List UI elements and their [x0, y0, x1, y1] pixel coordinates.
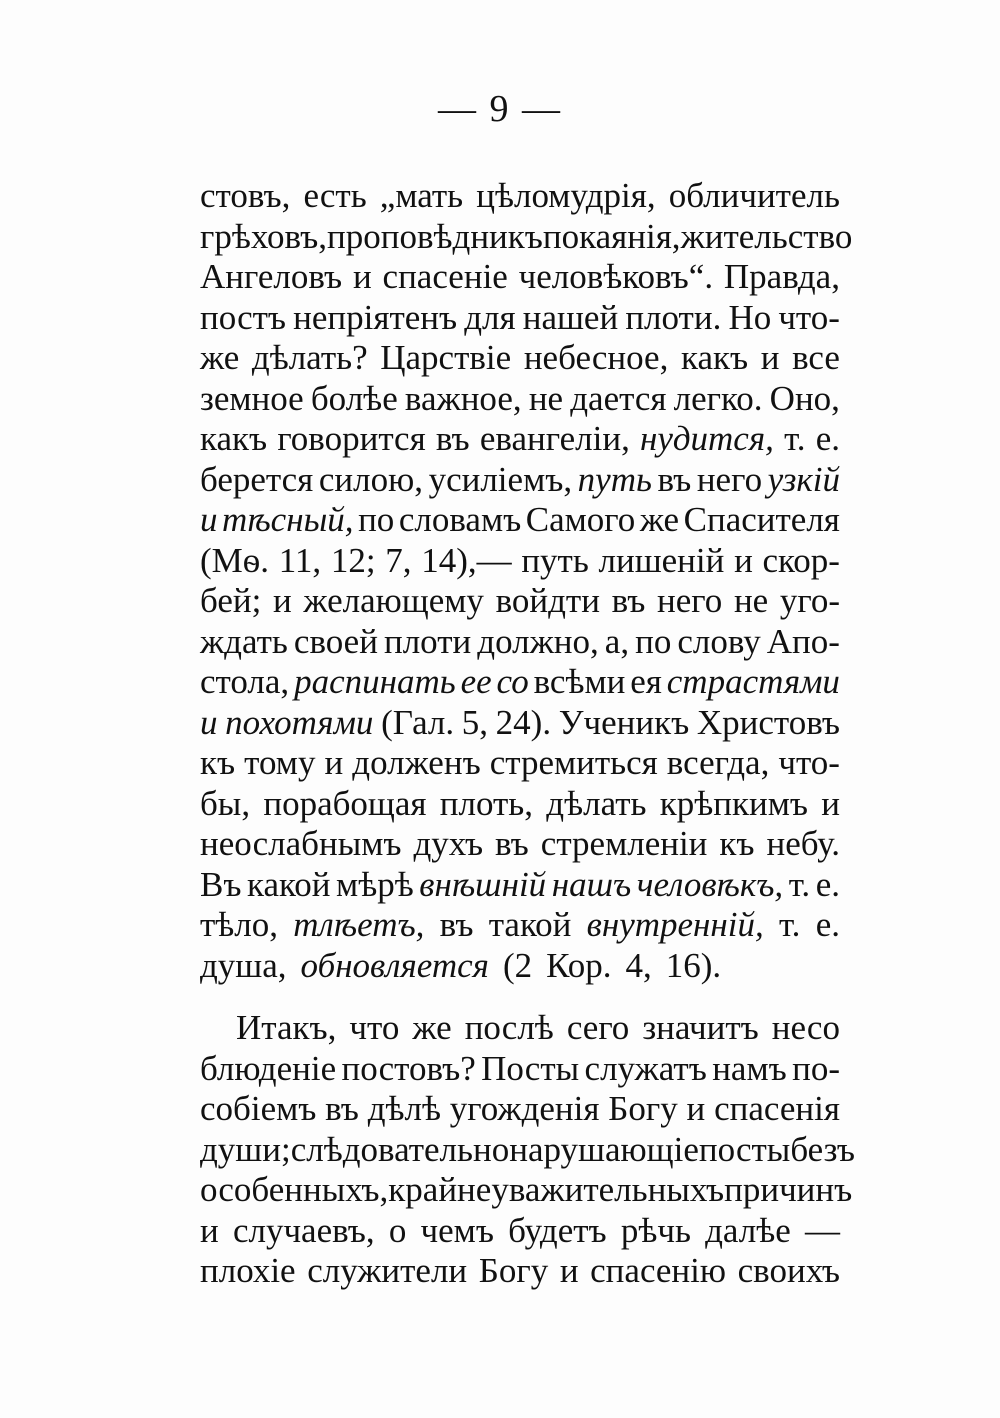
word: плоть, [439, 783, 534, 823]
text-line [200, 500, 840, 541]
italic-word: узкій [767, 459, 840, 499]
word: войдти [495, 581, 600, 620]
word: Правда, [723, 257, 840, 296]
word: стовъ, [200, 176, 291, 215]
word: безъ [790, 1129, 855, 1169]
word: что- [778, 297, 840, 337]
word: и [324, 743, 344, 782]
word: словамъ [398, 500, 522, 539]
word: всѣми [533, 662, 626, 701]
word: бей; [200, 581, 262, 620]
word: и [273, 581, 292, 620]
word: 7, [385, 540, 412, 580]
word: сего [566, 1008, 630, 1047]
word: служители [307, 1251, 468, 1290]
word: е. [815, 419, 840, 458]
word: крайне [388, 1170, 492, 1209]
word: Христовъ [696, 702, 840, 742]
word: своихъ [737, 1251, 840, 1290]
word: т. [788, 864, 811, 904]
word: Посты [481, 1048, 580, 1088]
word: своей [293, 621, 378, 661]
italic-word: со [496, 662, 529, 701]
italic-word: внѣшній [419, 864, 547, 904]
word: 5, [461, 702, 489, 742]
word: Ученикъ [558, 702, 690, 742]
word: несо [771, 1008, 840, 1047]
text-line [200, 298, 840, 339]
word: блюденіе [200, 1048, 337, 1088]
word: силою, [318, 459, 423, 499]
word: далѣе [705, 1210, 791, 1250]
word: по- [792, 1048, 840, 1088]
word: Кор. [546, 945, 612, 985]
word: легко. [673, 378, 763, 418]
word: дается [570, 378, 667, 418]
word: покаянія, [542, 216, 681, 256]
word: слову [677, 621, 761, 661]
word: а, [604, 621, 630, 661]
word: душа, [200, 945, 287, 985]
italic-word: обновляется [300, 945, 489, 985]
word: Самого [525, 500, 636, 539]
word: причинъ [724, 1170, 853, 1209]
word: долженъ [352, 743, 481, 782]
italic-word: путь [577, 459, 652, 499]
word: важное, [404, 378, 522, 418]
word: жительство [680, 216, 853, 256]
word: проповѣдникъ [327, 216, 543, 256]
word: послѣ [464, 1008, 554, 1047]
word: значитъ [642, 1008, 759, 1047]
word: посты [698, 1129, 791, 1169]
text-line [200, 379, 840, 420]
word: нарушающіе [509, 1129, 699, 1169]
body-text [200, 176, 855, 1292]
word: нашей [522, 297, 619, 337]
word: что [349, 1008, 400, 1047]
word: неослабнымъ [200, 824, 402, 863]
text-line [200, 824, 840, 865]
italic-word: нашъ [551, 864, 632, 904]
word: него [696, 459, 763, 499]
word: (Мѳ. [200, 540, 270, 580]
word: будетъ [508, 1210, 607, 1250]
word: о [388, 1210, 407, 1250]
word: постовъ? [341, 1048, 476, 1088]
word: ея [630, 662, 662, 701]
word: бы, [200, 783, 251, 823]
word: Оно, [769, 378, 840, 418]
word: и [559, 1251, 579, 1290]
word: Въ [200, 864, 242, 904]
word: души; [200, 1129, 291, 1169]
word: порабощая [263, 783, 427, 823]
word: 12; [330, 540, 376, 580]
text-line [200, 1170, 853, 1211]
text-line [200, 1211, 840, 1252]
word: Богу [478, 1251, 549, 1290]
word: „мать [379, 176, 464, 215]
word: и [352, 257, 372, 296]
text-line [200, 905, 840, 946]
text-line [200, 541, 840, 582]
text-line [200, 703, 840, 744]
word: лишеній [598, 540, 725, 580]
italic-word: и [200, 702, 218, 742]
word: земное [200, 378, 304, 418]
word: 14),— [421, 540, 512, 580]
page-number: — 9 — [438, 88, 562, 130]
word: же [412, 1008, 452, 1047]
text-line [200, 1008, 840, 1049]
text-line [200, 865, 840, 906]
word: дѣлать? [251, 338, 368, 377]
word: же [639, 500, 680, 539]
word: въ [611, 581, 646, 620]
text-line [200, 1251, 840, 1292]
italic-word: и [200, 500, 218, 539]
word: особенныхъ, [200, 1170, 389, 1209]
word: уважительныхъ [491, 1170, 725, 1209]
word: — [804, 1210, 840, 1250]
text-line [200, 784, 840, 825]
word: не [528, 378, 564, 418]
word: Царствіе [380, 338, 512, 377]
italic-word: похотями [225, 702, 374, 742]
word: мѣрѣ [336, 864, 414, 904]
word: собіемъ [200, 1089, 317, 1128]
word: духъ [413, 824, 484, 863]
word: е. [815, 905, 840, 944]
word: угожденія [449, 1089, 600, 1128]
word: Богу [608, 1089, 678, 1128]
word: должно, [477, 621, 599, 661]
word: ждать [200, 621, 288, 661]
text-line [200, 581, 840, 622]
word: (Гал. [381, 702, 455, 742]
word: тому [244, 743, 316, 782]
word: въ [657, 459, 692, 499]
word: желающему [303, 581, 484, 620]
word: намъ [712, 1048, 787, 1088]
word: Но [728, 297, 772, 337]
word: 4, [625, 945, 652, 985]
word: стола, [200, 662, 290, 701]
word: говорится [277, 419, 426, 458]
word: путь [521, 540, 589, 580]
word: стремиться [489, 743, 658, 782]
word: къ [719, 824, 755, 863]
word: въ [439, 905, 474, 944]
word: 16). [665, 945, 722, 985]
text-line [200, 1089, 840, 1130]
text-line [200, 216, 853, 258]
word: для [464, 297, 516, 337]
word: плоти. [625, 297, 722, 337]
text-line [200, 460, 840, 501]
word: Спасителя [683, 500, 840, 539]
italic-word: распинать [294, 662, 456, 701]
text-line [200, 257, 840, 298]
word: по [635, 621, 672, 661]
word: Апо- [766, 621, 840, 661]
word: 24). [495, 702, 552, 742]
word: Итакъ, [236, 1008, 337, 1047]
word: непріятенъ [293, 297, 458, 337]
word: спасенію [590, 1251, 727, 1290]
word: спасеніе [382, 257, 508, 296]
word: постъ [200, 297, 287, 337]
word: все [792, 338, 840, 377]
word: дѣлать [546, 783, 647, 823]
word: крѣпкимъ [659, 783, 808, 823]
italic-word: нудится, [640, 419, 774, 458]
word: е. [815, 864, 840, 904]
word: 11, [278, 540, 322, 580]
word: дѣлѣ [367, 1089, 441, 1128]
italic-word: внутренній, [586, 905, 764, 944]
word: въ [435, 419, 470, 458]
text-line [200, 1049, 840, 1090]
text-line [200, 176, 840, 217]
word: тѣло, [200, 905, 279, 944]
word: плоти [383, 621, 472, 661]
word: такой [488, 905, 572, 944]
word: болѣе [310, 378, 398, 418]
word: къ [200, 743, 236, 782]
italic-word: тѣсный, [222, 500, 354, 539]
text-line [200, 622, 840, 663]
word: служатъ [584, 1048, 707, 1088]
text-line [200, 1129, 855, 1171]
word: и [734, 540, 753, 580]
italic-word: человѣкъ, [636, 864, 784, 904]
word: рѣчь [620, 1210, 691, 1250]
text-line [200, 419, 840, 460]
word: т. [779, 905, 801, 944]
italic-word: тлѣетъ, [293, 905, 425, 944]
word: случаевъ, [232, 1210, 375, 1250]
word: какъ [200, 419, 268, 458]
word: чемъ [420, 1210, 494, 1250]
word: уго- [779, 581, 840, 620]
word: обличитель [668, 176, 840, 215]
word: же [200, 338, 240, 377]
word: Ангеловъ [200, 257, 343, 296]
word: всегда, [666, 743, 770, 782]
word: него [657, 581, 723, 620]
italic-word: ее [460, 662, 492, 701]
word: человѣковъ“. [518, 257, 714, 296]
word: и [821, 783, 840, 823]
word: и [200, 1210, 219, 1250]
word: евангеліи, [479, 419, 630, 458]
word: есть [303, 176, 367, 215]
text-line [200, 946, 840, 987]
word: не [733, 581, 769, 620]
italic-word: страстями [666, 662, 840, 701]
word: какой [247, 864, 331, 904]
word: стремленіи [540, 824, 708, 863]
text-line [200, 662, 840, 703]
text-line [200, 743, 840, 784]
word: берется [200, 459, 314, 499]
word: усиліемъ, [428, 459, 573, 499]
word: плохіе [200, 1251, 296, 1290]
word: что- [778, 743, 840, 782]
word: слѣдовательно [290, 1129, 510, 1169]
word: какъ [680, 338, 749, 377]
word: (2 [502, 945, 533, 985]
word: грѣховъ, [200, 216, 328, 256]
word: и [760, 338, 780, 377]
word: по [358, 500, 395, 539]
word: въ [495, 824, 529, 863]
word: и [686, 1089, 706, 1128]
text-line [200, 338, 840, 379]
word: спасенія [714, 1089, 840, 1128]
word: т. [784, 419, 806, 458]
word: въ [325, 1089, 359, 1128]
word: небесное, [523, 338, 669, 377]
word: небу. [766, 824, 840, 863]
word: цѣломудрія, [476, 176, 656, 215]
word: скор- [762, 540, 840, 580]
